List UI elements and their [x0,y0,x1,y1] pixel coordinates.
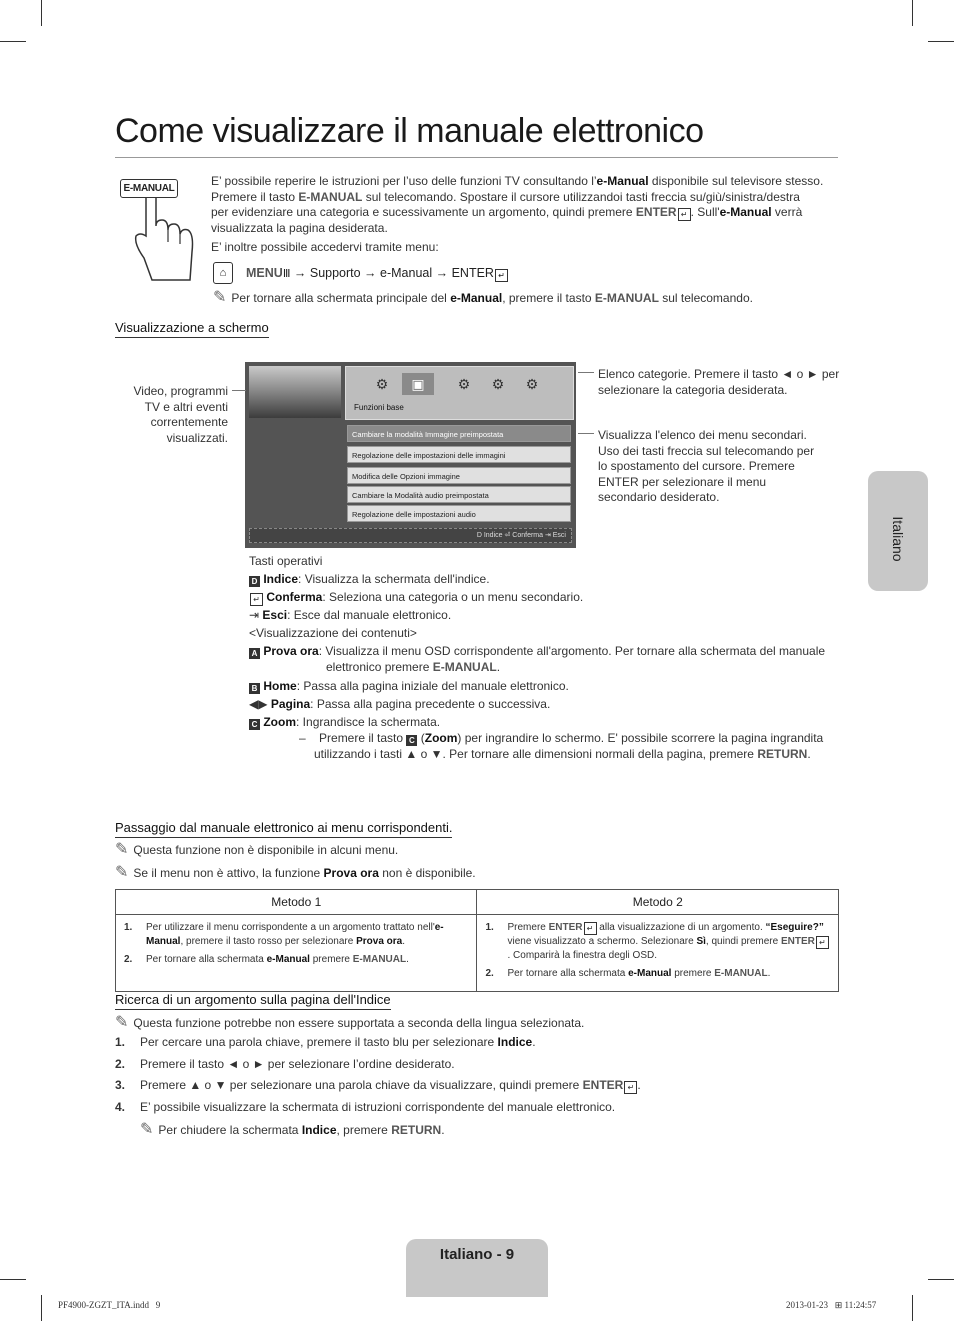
intro-text: E’ possibile reperire le istruzioni per l’uso delle funzioni TV consultando l’e-Manual disponibile sul televisore stesso. Premere il tasto E-MANUAL sul telecomando. Spostare il cursore utilizzandoi tasti freccia su/giù/sinistra/destra per evidenziare una categoria e sucessivamente un argomento, quindi premere ENTER ↵ . Sull'e-Manual verrà visualizzata la pagina desiderata. E’ inoltre possibile accedervi tramite menu: [211,174,824,254]
table-cell: 1. Per utilizzare il menu corrispondente a un argomento trattato nell'e-Manual, premere il tasto rosso per selezionare Prova ora. 2. Per tornare alla schermata e-Manual premere E-MANUAL. [116,915,477,992]
category-icon-3: ⚙ [457,376,471,392]
submenu-item[interactable]: Cambiare la modalità Immagine preimpostata [347,425,571,442]
methods-table [115,889,839,992]
footer-date: 2013-01-23 ⊞ 11:24:57 [786,1300,877,1310]
title-rule [115,157,838,158]
category-icon-selected: ▣ [402,373,434,395]
d-button-icon: D [249,576,260,587]
note-pencil-icon: ✎ [115,841,129,858]
menu-remote-icon: ⌂ [213,262,233,284]
note-pencil-icon: ✎ [115,864,129,881]
submenu-item[interactable]: Cambiare la Modalità audio preimpostata [347,486,571,503]
menu-icon: Ⅲ [282,268,291,280]
category-label: Funzioni base [354,403,404,412]
enter-icon: ↵ [624,1081,637,1094]
language-side-label: Italiano [890,516,906,562]
exit-icon: ⇥ [249,608,260,622]
category-icon-1: ⚙ [375,376,389,392]
left-right-icon: ◀▶ [249,697,268,711]
emanual-screen [245,362,576,548]
enter-icon: ↵ [584,922,597,935]
menu-path: MENUⅢ → Supporto → e-Manual → ENTER ↵ [246,266,508,283]
enter-icon: ↵ [250,593,263,606]
page-number: Italiano - 9 [439,1246,515,1263]
intro-note: ✎ Per tornare alla schermata principale del e-Manual, premere il tasto E-MANUAL sul telecomando. [213,289,753,306]
category-icon-4: ⚙ [491,376,505,392]
steps-list: 1. Per cercare una parola chiave, premere il tasto blu per selezionare Indice. 2. Premere il tasto ◄ o ► per selezionare l’ordine desiderato. 3. Premere ▲ o ▼ per selezionare una parola chiave da visualizzare, quindi premere ENTER ↵ . 4. E’ possibile visualizzare la schermata di istruzioni corrispondente del manuale elettronico. ✎ Per chiudere la schermata Indice, premere RETURN. [115,1035,641,1138]
table-header: Metodo 2 [477,890,839,915]
video-preview [249,366,341,418]
callout-video: Video, programmi TV e altri eventi correntemente visualizzati. [133,384,228,445]
note-menus-2: ✎ Se il menu non è attivo, la funzione Prova ora non è disponibile. [115,864,476,881]
enter-icon: ↵ [678,208,691,221]
c-button-icon: C [406,735,417,746]
c-button-icon: C [249,719,260,730]
category-icon-5: ⚙ [525,376,539,392]
table-header: Metodo 1 [116,890,477,915]
a-button-icon: A [249,648,260,659]
enter-icon: ↵ [495,269,508,282]
note-pencil-icon: ✎ [140,1120,154,1138]
submenu-item[interactable]: Regolazione delle impostazioni audio [347,505,571,522]
callout-submenu: Visualizza l'elenco dei menu secondari. Uso dei tasti freccia sul telecomando per lo spostamento del cursore. Premere ENTER per selezionare il menu secondario desiderato. [598,428,815,504]
note-index: ✎ Questa funzione potrebbe non essere supportata a seconda della lingua selezionata. [115,1014,585,1031]
section-heading-screen: Visualizzazione a schermo [115,320,269,338]
note-pencil-icon: ✎ [115,1014,129,1031]
enter-icon: ↵ [816,936,829,949]
emanual-button-label: E-MANUAL [120,179,178,198]
callout-categories: Elenco categorie. Premere il tasto ◄ o ► per selezionare la categoria desiderata. [598,367,840,397]
table-cell: 1. Premere ENTER ↵ alla visualizzazione di un argomento. “Eseguire?” viene visualizzato a schermo. Selezionare Sì, quindi premere ENTER ↵. Comparirà la finestra degli OSD. 2. Per tornare alla schermata e-Manual premere E-MANUAL. [477,915,839,992]
keys-list: Tasti operativi D Indice: Visualizza la schermata dell'indice. ↵ Conferma: Seleziona una categoria o un menu secondario. ⇥ Esci: Esce dal manuale elettronico. <Visualizzazione dei contenuti> A Prova ora: Visualizza il menu OSD corrispondente all'argomento. Per tornare alla schermata del manuale elettronico premere E-MANUAL. B Home: Passa alla pagina iniziale del manuale elettronico. ◀▶ Pagina: Passa alla pagina precedente o successiva. C Zoom: Ingrandisce la schermata. – Premere il tasto C (Zoom) per ingrandire lo schermo. E' possibile scorrere la pagina ingrandita utilizzando i tasti ▲ o ▼. Per tornare alle dimensioni normali della pagina, premere RETURN. [249,554,826,761]
note-pencil-icon: ✎ [213,289,227,306]
page-title: Come visualizzare il manuale elettronico [115,112,704,150]
b-button-icon: B [249,683,260,694]
screen-footer: D Indice ⏎ Conferma ⇥ Esci [249,528,572,543]
note-menus-1: ✎ Questa funzione non è disponibile in alcuni menu. [115,841,399,858]
submenu-item[interactable]: Regolazione delle impostazioni delle immagini [347,446,571,463]
footer-file: PF4900-ZGZT_ITA.indd 9 [58,1300,161,1310]
submenu-item[interactable]: Modifica delle Opzioni immagine [347,467,571,484]
section-heading-menus: Passaggio dal manuale elettronico ai menu corrispondenti. [115,820,452,838]
category-bar [345,366,574,420]
section-heading-index: Ricerca di un argomento sulla pagina dell'Indice [115,992,391,1010]
